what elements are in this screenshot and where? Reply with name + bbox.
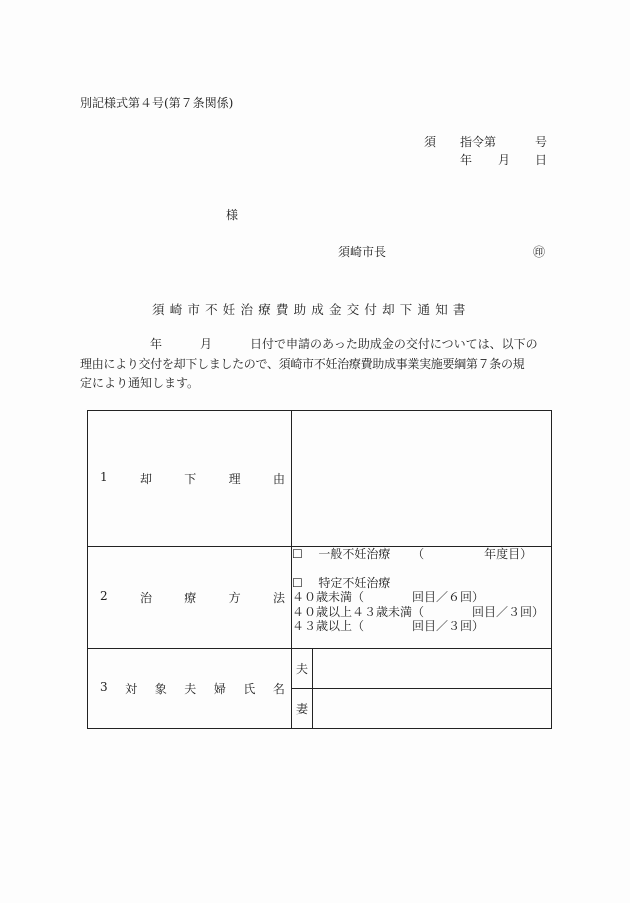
label-char: 名 — [272, 682, 285, 696]
age-line: ４３歳以上（ 回目／３回） — [292, 619, 485, 633]
table-row-treatment — [88, 547, 552, 649]
label-char: 氏 — [243, 682, 256, 696]
couple-label-cell — [88, 649, 292, 729]
option-specific-label: 特定不妊治療 — [318, 575, 391, 590]
wife-label: 妻 — [292, 689, 313, 729]
form-reference: 別記様式第４号(第７条関係) — [80, 96, 234, 110]
husband-name-field[interactable] — [313, 649, 552, 689]
row-number: 1 — [100, 470, 108, 484]
doc-number-suffix: 号 — [535, 135, 548, 149]
body-paragraph — [80, 335, 550, 394]
label-char: 下 — [184, 472, 197, 486]
document-title: 須崎市不妊治療費助成金交付却下通知書 — [152, 302, 471, 317]
reason-label-cell — [88, 411, 292, 547]
label-char: 療 — [184, 591, 197, 605]
form-table — [87, 410, 552, 729]
label-char: 法 — [272, 591, 285, 605]
date-year: 年 — [460, 153, 473, 167]
seal-mark: ㊞ — [533, 245, 546, 259]
body-month: 月 — [200, 337, 213, 351]
row-number: 2 — [100, 589, 108, 603]
recipient-honorific: 様 — [226, 208, 239, 222]
date-month: 月 — [498, 153, 511, 167]
option-general — [292, 547, 551, 562]
doc-number-prefix: 須 — [424, 135, 437, 149]
reason-value-cell[interactable] — [292, 411, 552, 547]
husband-label: 夫 — [292, 649, 313, 689]
wife-name-field[interactable] — [313, 689, 552, 729]
option-general-detail: （ 年度目） — [412, 547, 533, 561]
label-char: 夫 — [184, 682, 197, 696]
age-line: ４０歳以上４３歳未満（ 回目／３回） — [292, 604, 545, 619]
treatment-label-cell — [88, 547, 292, 649]
label-char: 婦 — [213, 682, 226, 696]
label-char: 象 — [154, 682, 167, 696]
label-char: 治 — [139, 591, 152, 605]
label-char: 方 — [228, 591, 241, 605]
age-line: ４０歳未満（ 回目／６回） — [292, 590, 485, 604]
body-line-3: 定により通知します。 — [80, 376, 200, 390]
body-line-2: 理由により交付を却下しましたので、須崎市不妊治療費助成事業実施要綱第７条の規 — [80, 356, 525, 371]
sender-name: 須崎市長 — [338, 245, 387, 259]
body-line-1 — [80, 335, 550, 355]
checkbox-general[interactable]: ☐ — [292, 547, 303, 561]
body-line1-text: 日付で申請のあった助成金の交付については、以下の — [250, 337, 538, 351]
date-day: 日 — [535, 153, 548, 167]
label-char: 却 — [139, 472, 152, 486]
treatment-options-cell — [292, 547, 552, 649]
row-number: 3 — [100, 680, 108, 694]
label-char: 理 — [228, 472, 241, 486]
checkbox-specific[interactable]: ☐ — [292, 575, 303, 590]
body-year: 年 — [150, 337, 163, 351]
option-specific — [292, 576, 551, 591]
doc-number-label: 指令第 — [460, 135, 497, 149]
option-general-label: 一般不妊治療 — [318, 547, 391, 561]
label-char: 由 — [272, 472, 285, 486]
table-row-reason — [88, 411, 552, 547]
label-char: 対 — [125, 682, 138, 696]
table-row-husband — [88, 649, 552, 689]
